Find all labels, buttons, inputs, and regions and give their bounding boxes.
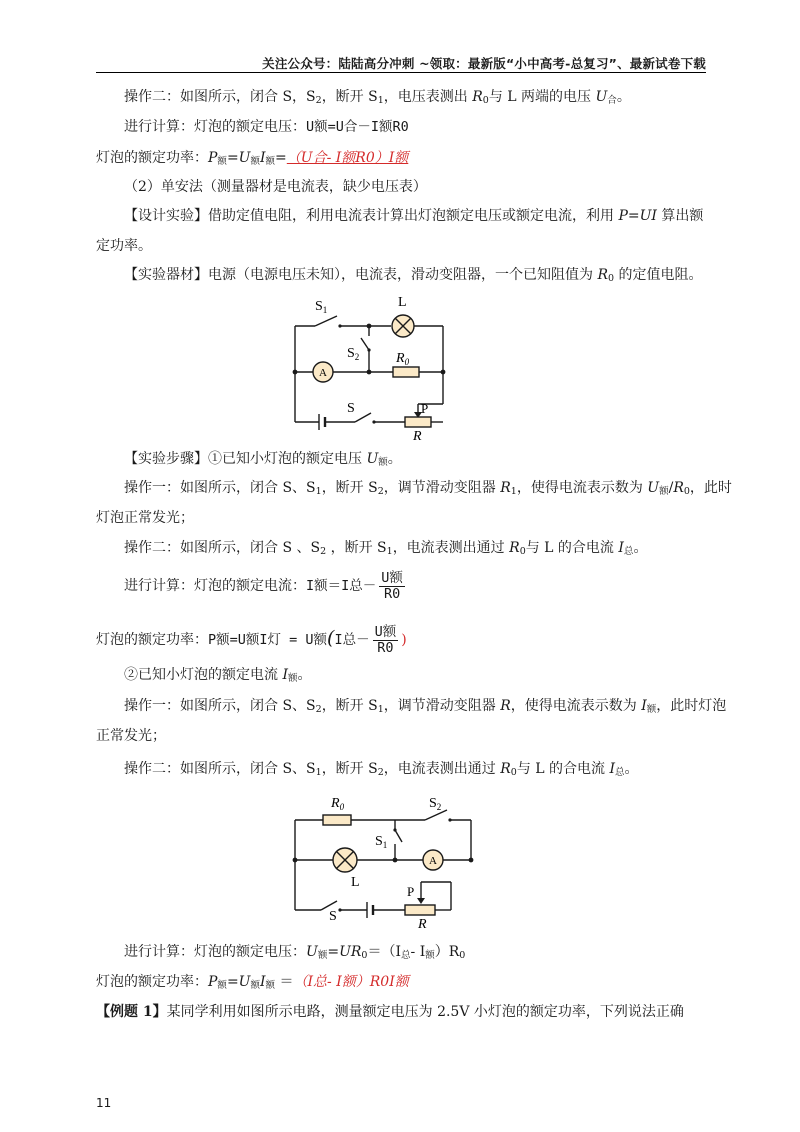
label-r: R xyxy=(413,429,422,440)
calc-voltage-line: 进行计算：灯泡的额定电压：U额=U合－I额R0 xyxy=(124,119,409,135)
page-number: 11 xyxy=(96,1096,112,1110)
step-op3: 操作一：如图所示，闭合 S、$S_2$，断开 $S_1$，调节滑动变阻器 R，使得电流表示数为 $I_额$，此时灯泡 xyxy=(124,698,727,715)
section-title: （2）单安法（测量器材是电流表，缺少电压表） xyxy=(124,179,427,195)
step-op4: 操作二：如图所示，闭合 S、$S_1$，断开 $S_2$，电流表测出通过 $R_0$与 L 的合电流 $I_总$。 xyxy=(124,761,639,778)
design-line-2: 定功率。 xyxy=(96,238,152,254)
label-lamp: L xyxy=(351,875,360,890)
label-r0: $R_0$ xyxy=(331,796,345,812)
label-s1: $S_1$ xyxy=(375,834,388,850)
steps-known-voltage: 【实验步骤】①已知小灯泡的额定电压 $U_额$。 xyxy=(124,451,402,468)
label-s2: $S_2$ xyxy=(429,796,442,812)
label-ammeter: A xyxy=(319,367,327,379)
label-lamp: L xyxy=(398,295,407,310)
power-current-line: 灯泡的额定功率：P额=U额I灯 = U额(I总－ $\frac{\text{U额}}{R0}$ ) xyxy=(96,623,407,656)
step-op2: 操作二：如图所示，闭合 S 、$S_2$ ，断开 $S_1$，电流表测出通过 $R_0$与 L 的合电流 $I_总$。 xyxy=(124,540,648,557)
label-s2: $S_2$ xyxy=(347,346,360,362)
red-answer: （U合- I额R0）I额 xyxy=(286,150,409,166)
example-line: 【例题 1】某同学利用如图所示电路，测量额定电压为 2.5V 小灯泡的额定功率，下列说法正确 xyxy=(96,1004,684,1020)
circuit-diagram-1 xyxy=(285,292,455,440)
label-r: R xyxy=(418,917,427,930)
equipment-line: 【实验器材】电源（电源电压未知），电流表，滑动变阻器，一个已知阻值为 $R_0$ 的定值电阻。 xyxy=(124,267,703,284)
power-line: 灯泡的额定功率：$P_额=U_额I_额=(U$合- I额R0）I额 xyxy=(96,150,409,167)
final-calc-voltage: 进行计算：灯泡的额定电压：$U_额=UR_0=(I_总-$ $I_额)R_0$ xyxy=(124,944,466,961)
fraction: $\frac{\text{U额}}{R0}$ xyxy=(374,623,397,656)
formula: U额=U合－I额R0 xyxy=(306,119,409,135)
final-power-line: 灯泡的额定功率：$P_额=U_额I_额 =(I$总- I额）R0I额 xyxy=(96,974,409,991)
design-line-1: 【设计实验】借助定值电阻，利用电流表计算出灯泡额定电压或额定电流，利用 P=UI 算出额 xyxy=(124,208,704,224)
label-s: S xyxy=(329,909,337,924)
label-s1: $S_1$ xyxy=(315,299,328,315)
header-rule xyxy=(96,72,706,73)
label-ammeter: A xyxy=(429,855,437,867)
label-p: P xyxy=(407,884,415,899)
red-answer: （I总- I额）R0I额 xyxy=(293,974,409,990)
fraction: $\frac{\text{U额}}{R0}$ xyxy=(381,569,403,602)
label-r0: $R_0$ xyxy=(396,351,410,367)
page-header: 关注公众号：陆陆高分冲刺 ~领取：最新版“小中高考-总复习”、最新试卷下载 xyxy=(262,56,706,71)
step-op1-cont: 灯泡正常发光； xyxy=(96,510,194,526)
step-op3-cont: 正常发光； xyxy=(96,728,166,744)
label-s: S xyxy=(347,401,355,416)
step-op1: 操作一：如图所示，闭合 S、$S_1$，断开 $S_2$，调节滑动变阻器 $R_1$，使得电流表示数为 $U_额/R_0$，此时 xyxy=(124,480,732,497)
circuit-diagram-2 xyxy=(285,790,485,930)
operation-two-line: 操作二：如图所示，闭合 S，$S_2$，断开 $S_1$，电压表测出 $R_0$与 L 两端的电压 $U_合$。 xyxy=(124,89,631,106)
known-current-line: ②已知小灯泡的额定电流 $I_额$。 xyxy=(124,667,312,684)
label-p: P xyxy=(421,401,429,416)
calc-current-line: 进行计算：灯泡的额定电流：I额＝I总－ $\frac{\text{U额}}{R0}$ xyxy=(124,569,403,602)
